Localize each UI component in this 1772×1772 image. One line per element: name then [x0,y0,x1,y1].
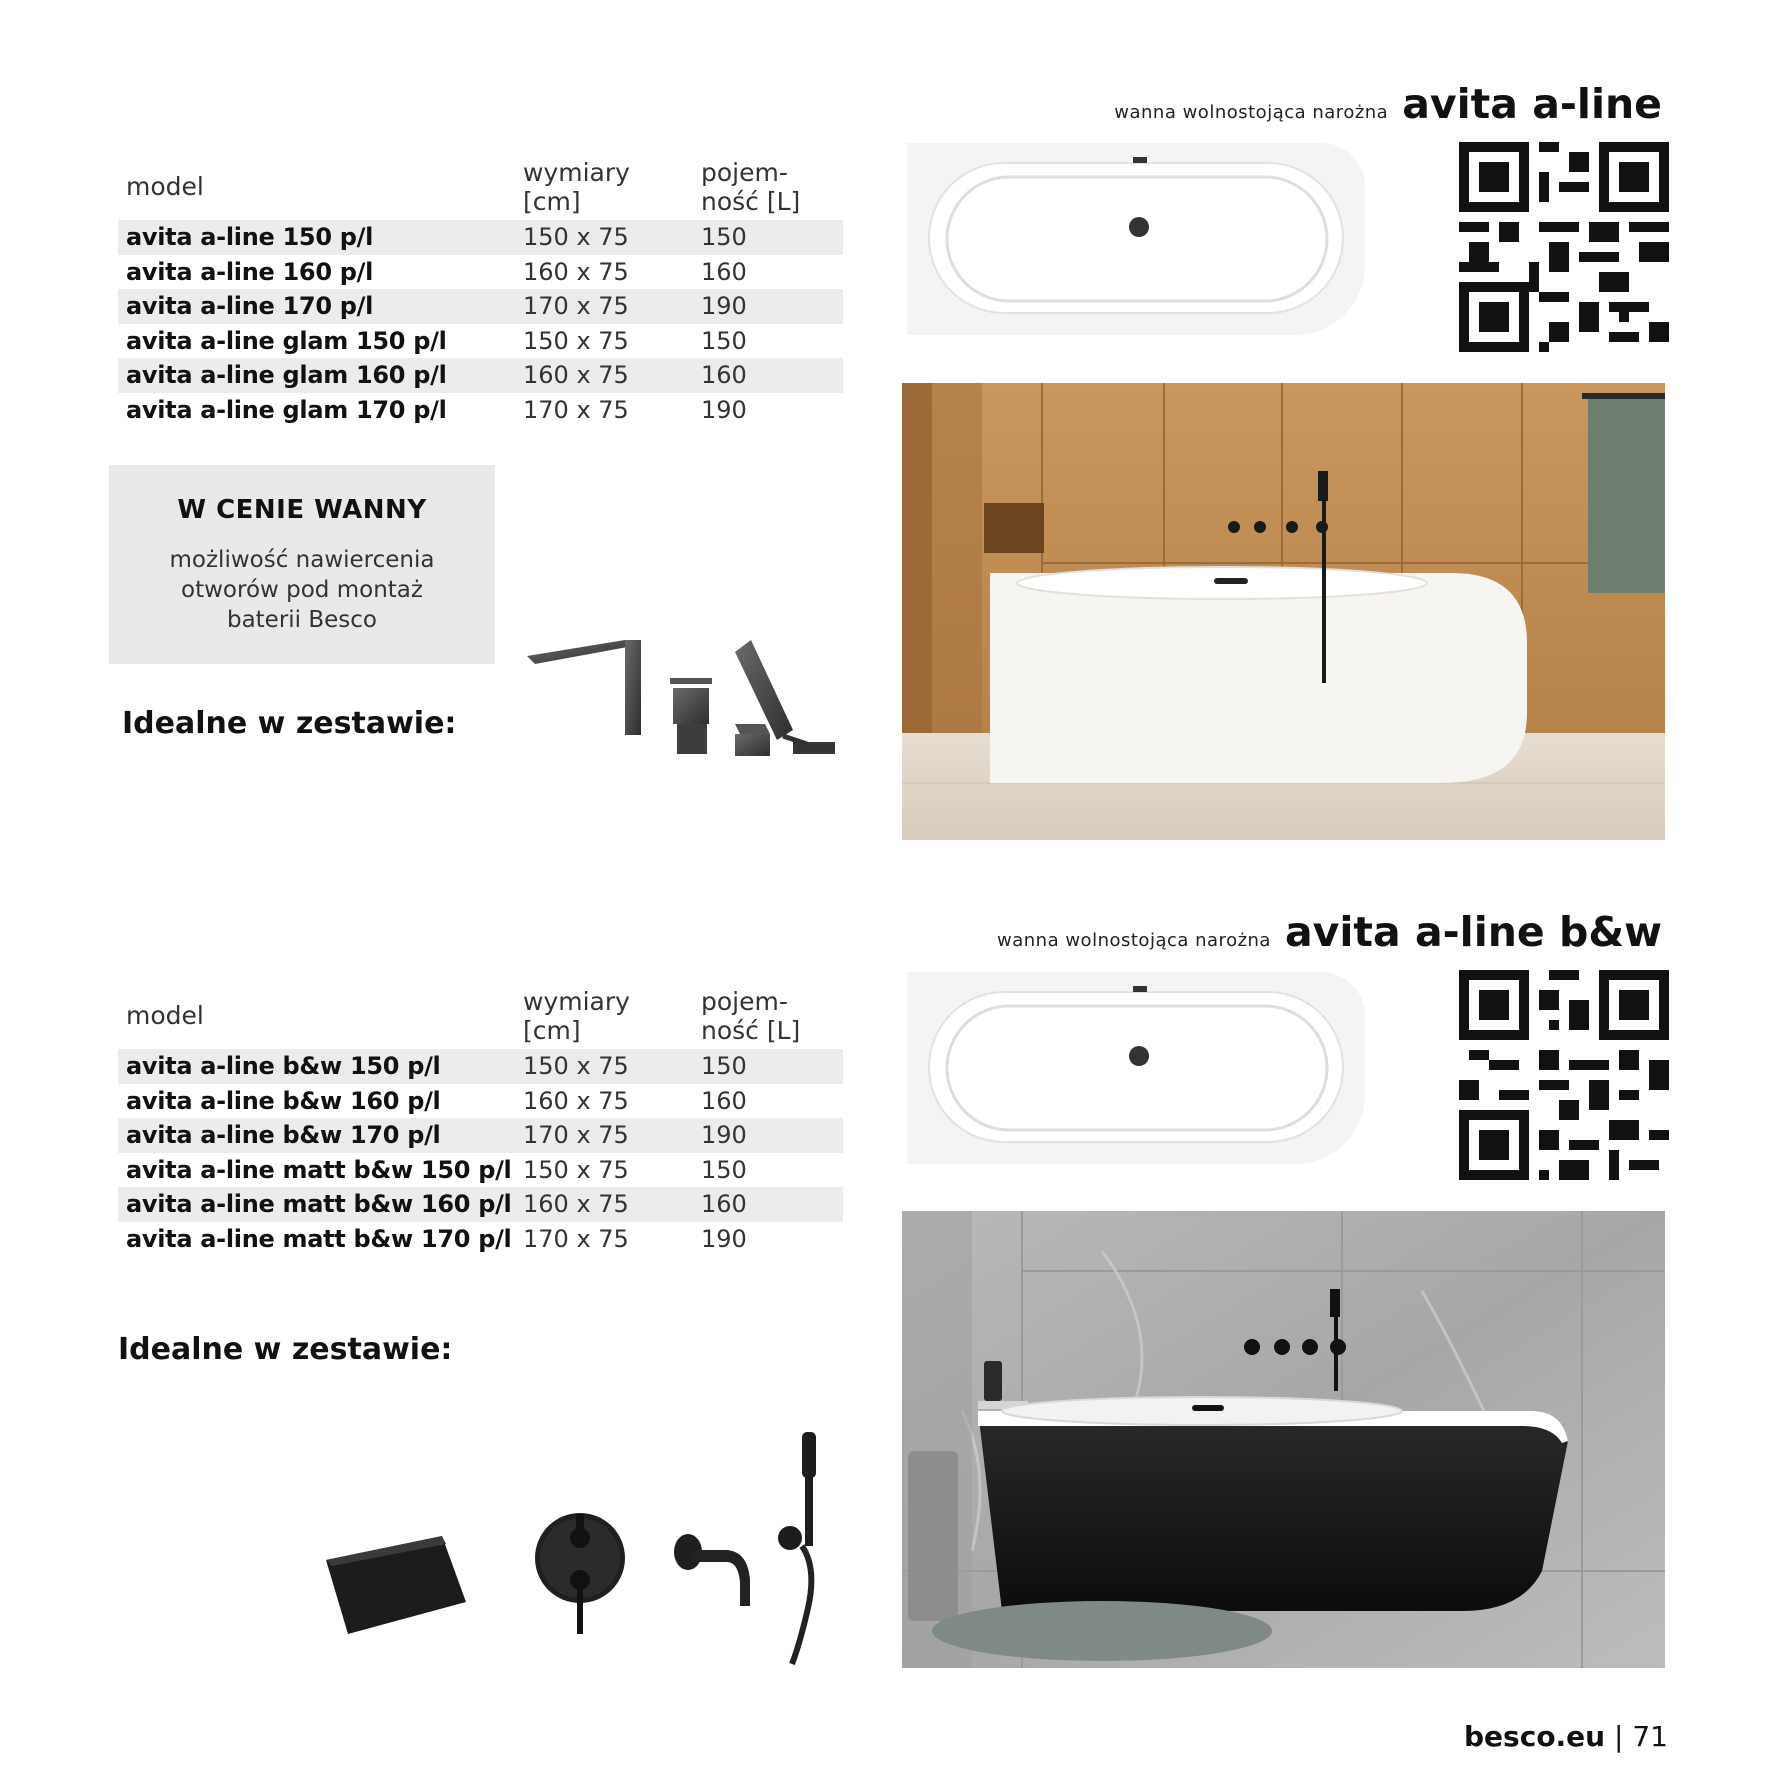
cell-dims: 170 x 75 [523,292,629,320]
cell-dims: 170 x 75 [523,395,629,424]
cell-dims: 160 x 75 [523,257,629,286]
cell-model: avita a-line matt b&w 160 p/l [126,1190,512,1218]
section-1-header [1114,80,1662,128]
bathroom-photo-wood [902,383,1665,840]
col-cap-header-2: ność [L] [701,1016,801,1045]
faucet-set-image [525,640,845,785]
col-cap-header-1: pojem- [701,158,788,187]
cell-capacity: 150 [701,1052,747,1080]
table-row [118,1084,843,1119]
cell-capacity: 190 [701,1121,747,1149]
cell-model: avita a-line 170 p/l [126,292,374,320]
cell-dims: 170 x 75 [523,1121,629,1149]
cell-capacity: 150 [701,326,747,355]
cell-model: avita a-line 150 p/l [126,223,374,251]
cell-capacity: 150 [701,223,747,251]
table-header [118,158,843,220]
page-number: 71 [1632,1720,1668,1753]
cell-model: avita a-line b&w 160 p/l [126,1086,441,1115]
col-dims-header-1: wymiary [523,987,630,1016]
table-row [118,1153,843,1188]
promo-box [109,465,495,664]
cell-model: avita a-line matt b&w 170 p/l [126,1224,512,1253]
qr-code-image [1459,142,1669,352]
table-header [118,987,843,1049]
qr-code-image [1459,970,1669,1180]
ideal-set-label: Idealne w zestawie: [122,706,457,741]
col-model-header: model [126,1001,204,1030]
table-row [118,1118,843,1153]
cell-dims: 150 x 75 [523,1052,629,1080]
cell-capacity: 190 [701,1224,747,1253]
table-row [118,220,843,255]
cell-dims: 160 x 75 [523,1190,629,1218]
col-model-header: model [126,172,204,201]
bathtub-top-view-image [907,143,1365,335]
cell-model: avita a-line matt b&w 150 p/l [126,1155,512,1184]
table-row [118,1222,843,1257]
ideal-set-label: Idealne w zestawie: [118,1332,453,1367]
cell-capacity: 160 [701,1190,747,1218]
spec-table-1 [118,158,843,427]
cell-dims: 160 x 75 [523,1086,629,1115]
mixer-valve-image [532,1500,632,1635]
table-row [118,1049,843,1084]
col-dims-header-2: [cm] [523,187,581,216]
cell-model: avita a-line 160 p/l [126,257,374,286]
hand-shower-set-image [772,1428,842,1668]
cell-model: avita a-line glam 170 p/l [126,395,447,424]
footer-separator: | [1614,1720,1624,1753]
table-row [118,358,843,393]
cell-capacity: 160 [701,1086,747,1115]
table-row [118,289,843,324]
cell-capacity: 190 [701,292,747,320]
cell-model: avita a-line glam 150 p/l [126,326,447,355]
website-link[interactable]: besco.eu [1464,1720,1606,1753]
product-title: avita a-line b&w [1284,908,1662,956]
col-cap-header-1: pojem- [701,987,788,1016]
cell-dims: 150 x 75 [523,223,629,251]
cell-model: avita a-line b&w 150 p/l [126,1052,441,1080]
col-dims-header-2: [cm] [523,1016,581,1045]
table-row [118,393,843,428]
col-cap-header-2: ność [L] [701,187,801,216]
bathtub-top-view-image [907,972,1365,1164]
headrest-image [322,1530,472,1640]
bath-spout-image [672,1530,762,1610]
promo-title: W CENIE WANNY [177,495,427,525]
product-title: avita a-line [1402,80,1662,128]
cell-dims: 160 x 75 [523,361,629,389]
product-subtitle: wanna wolnostojąca narożna [997,930,1271,951]
cell-capacity: 160 [701,257,747,286]
cell-dims: 170 x 75 [523,1224,629,1253]
cell-capacity: 190 [701,395,747,424]
bathroom-photo-marble [902,1211,1665,1668]
cell-model: avita a-line b&w 170 p/l [126,1121,441,1149]
cell-capacity: 150 [701,1155,747,1184]
table-row [118,255,843,290]
cell-dims: 150 x 75 [523,1155,629,1184]
table-row [118,324,843,359]
promo-text: możliwość nawiercenia otworów pod montaż baterii Besco [169,547,435,633]
product-subtitle: wanna wolnostojąca narożna [1114,102,1389,123]
spec-table-2 [118,987,843,1256]
table-row [118,1187,843,1222]
col-dims-header-1: wymiary [523,158,630,187]
cell-model: avita a-line glam 160 p/l [126,361,447,389]
page-footer [1464,1720,1668,1753]
cell-capacity: 160 [701,361,747,389]
section-2-header [997,908,1662,956]
cell-dims: 150 x 75 [523,326,629,355]
